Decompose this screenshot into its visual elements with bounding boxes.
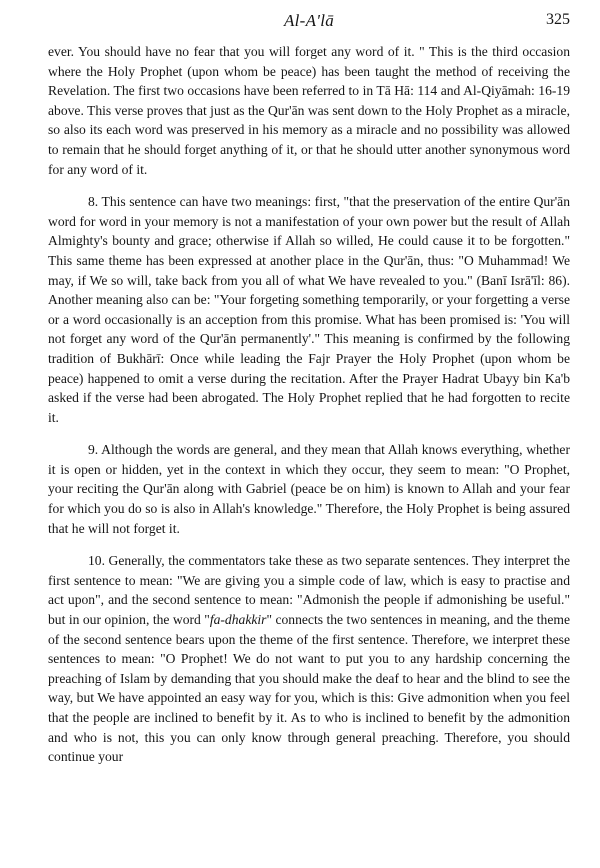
note-10-text-before-term: 10. Generally, the commentators take these as two separate sentences. They interpret the first sentence to mean: "We are giving you a simple code of law, which is easy to practise and act upon", and the second sentence to mean: "Admonish the people if admonishing be useful." but in our opinion, the word " — [48, 553, 570, 628]
running-head-title: Al-A'lā — [283, 11, 335, 30]
note-8-paragraph: 8. This sentence can have two meanings: first, "that the preservation of the entire Qur'ān word for word in your memory is not a manifestation of your own power but the result of Allah Almighty's bounty and grace; otherwise if Allah so willed, He could cause it to be forgotten." This same theme has been expressed at another place in the Qur'ān, thus: "O Muhammad! We may, if We so will, take back from you all of what We have revealed to you." (Banī Isrā'īl: 86). Another meaning also can be: "Your forgeting something temporarily, or your forgetting a verse or a word occasionally is an acception from this promise. What has been promised is: 'You will not forget any word of the Qur'ān permanently'." This meaning is confirmed by the following tradition of Bukhārī: Once while leading the Fajr Prayer the Holy Prophet (upon whom be peace) happened to omit a verse during the recitation. After the Prayer Hadrat Ubayy bin Ka'b asked if the verse had been abrogated. The Holy Prophet replied that he had forgotten to recite it. — [48, 194, 570, 425]
commentary-body — [48, 42, 570, 767]
arabic-term-fa-dhakkir: fa-dhakkir — [209, 612, 267, 628]
paragraph-continuation: ever. You should have no fear that you will forget any word of it. " This is the third occasion where the Holy Prophet (upon whom be peace) has been taught the method of receiving the Revelation. The first two occasions have been referred to in Tā Hā: 114 and Al-Qiyāmah: 16-19 above. This verse proves that just as the Qur'ān was sent down to the Holy Prophet as a miracle, so also its each word was preserved in his memory as a miracle and no possibility was allowed to remain that he should forget anything of it, or that he should utter another synonymous word for any word of it. — [48, 44, 570, 177]
page-number: 325 — [546, 11, 570, 28]
note-10-paragraph — [48, 551, 570, 767]
running-header — [48, 8, 570, 32]
note-10-text-after-term: " connects the two sentences in meaning, and the theme of the second sentence bears upon the theme of the first sentence. Therefore, we interpret these sentences to mean: "O Prophet! We do not want to put you to any hardship concerning the preaching of Islam by demanding that you should make the deaf to hear and the blind to see the way, but We have appointed an easy way for you, which is this: Give admonition when you feel that the people are inclined to benefit by it. As to who is inclined to benefit by the admonition and who is not, this you can only know through general preaching. Therefore, you should continue your — [48, 612, 570, 765]
note-9-paragraph: 9. Although the words are general, and they mean that Allah knows everything, whether it is open or hidden, yet in the context in which they occur, they seem to mean: "O Prophet, your reciting the Qur'ān along with Gabriel (peace be on him) is known to Allah and your fear for which you do so is also in Allah's knowledge." Therefore, the Holy Prophet is being assured that he will not forget it. — [48, 442, 570, 536]
